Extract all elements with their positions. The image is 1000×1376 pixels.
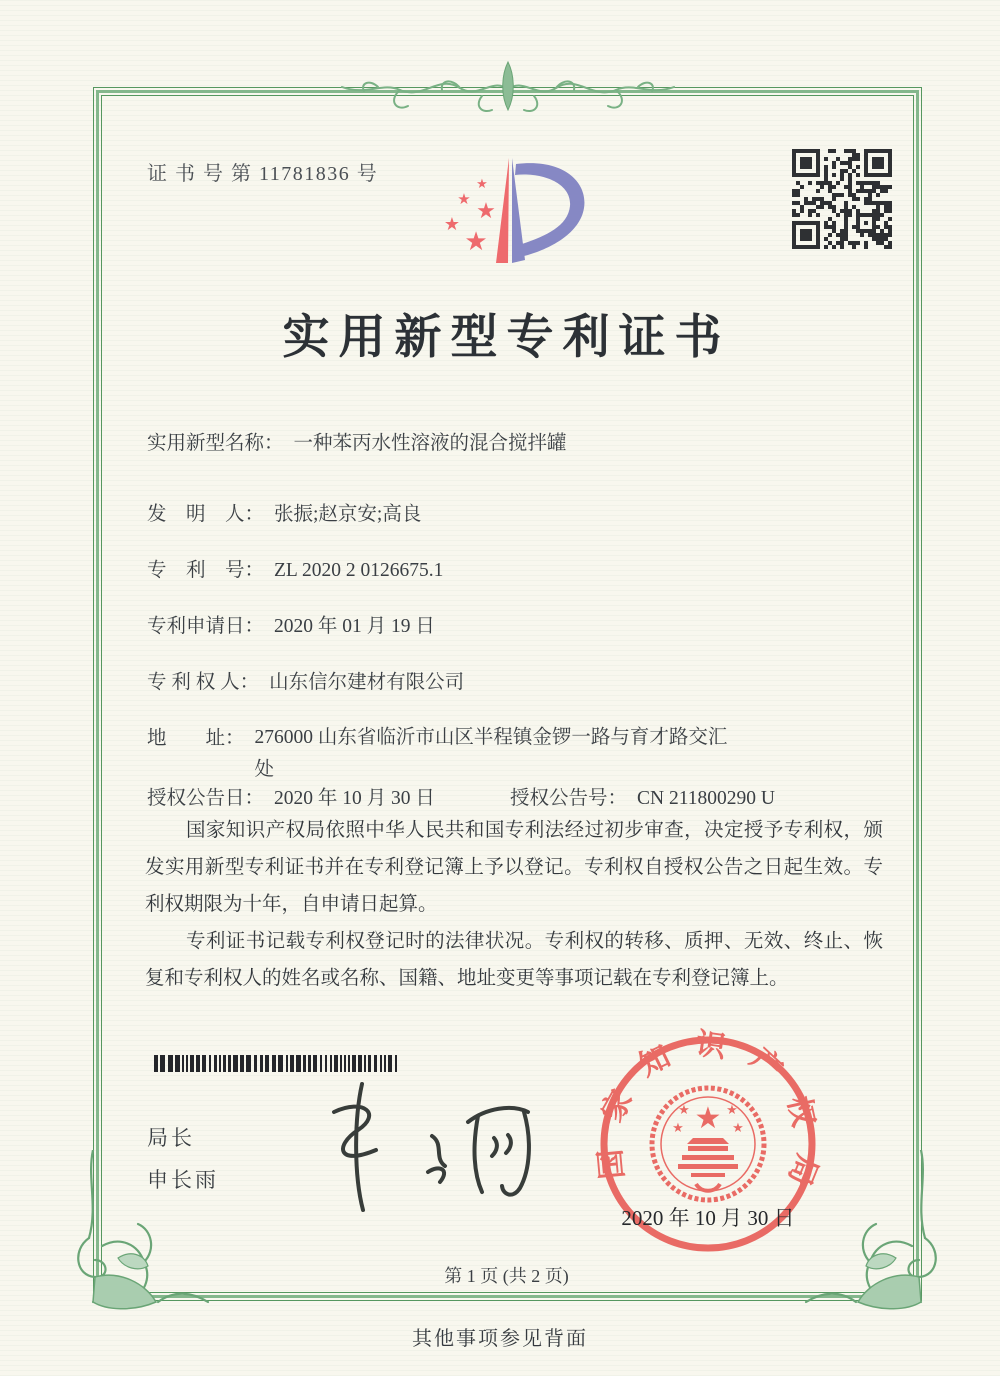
address-line-2: 处 (254, 759, 275, 780)
field-value: ZL 2020 2 0126675.1 (274, 560, 444, 581)
field-value: 张振;赵京安;高良 (274, 504, 422, 525)
field-row-name (147, 427, 567, 455)
svg-text:★: ★ (457, 192, 471, 208)
field-row-patentee (147, 666, 464, 694)
field-label: 专 利 号： (147, 560, 265, 581)
field-value (255, 722, 728, 786)
field-row-patent-no (147, 554, 443, 582)
ornament-top-icon (338, 56, 678, 125)
signer-name: 申长雨 (147, 1168, 219, 1192)
field-label: 授权公告号： (510, 788, 628, 809)
signature (282, 1078, 544, 1231)
field-row-address (147, 722, 727, 786)
svg-text:★: ★ (678, 1102, 690, 1117)
certificate-title: 实用新型专利证书 (282, 312, 731, 364)
cnipa-logo-icon (436, 128, 604, 293)
address-line-1: 276000 山东省临沂市山区半程镇金锣一路与育才路交汇 (254, 727, 728, 748)
field-label: 地 址： (147, 728, 245, 749)
field-row-filing-date (147, 610, 435, 638)
field-label: 发 明 人： (147, 504, 265, 525)
field-value: 山东信尔建材有限公司 (269, 672, 465, 693)
svg-text:★: ★ (672, 1120, 684, 1135)
svg-text:★: ★ (694, 1102, 722, 1135)
field-row-inventor (147, 498, 421, 526)
body-paragraph-2: 专利证书记载专利权登记时的法律状况。专利权的转移、质押、无效、终止、恢复和专利权人的姓名或名称、国籍、地址变更等事项记载在专利登记簿上。 (145, 931, 883, 989)
field-value: 2020 年 10 月 30 日 (274, 788, 435, 809)
barcode (154, 1055, 397, 1077)
field-label: 实用新型名称： (147, 433, 284, 454)
certificate-number: 证 书 号 第 11781836 号 (147, 163, 379, 185)
svg-text:★: ★ (476, 198, 496, 223)
svg-text:★: ★ (476, 176, 488, 191)
field-grant-no (510, 782, 775, 810)
seal-date: 2020 年 10 月 30 日 (621, 1206, 795, 1230)
field-label: 授权公告日： (147, 788, 265, 809)
svg-text:★: ★ (732, 1120, 744, 1135)
field-label: 专利申请日： (147, 616, 265, 637)
seal-text: 国家知识产权局 (592, 1027, 826, 1212)
page-indicator: 第 1 页 (共 2 页) (444, 1266, 569, 1286)
back-note: 其他事项参见背面 (412, 1328, 588, 1350)
qr-code (792, 149, 896, 253)
field-label: 专 利 权 人： (147, 672, 260, 693)
svg-text:★: ★ (443, 214, 461, 234)
svg-text:★: ★ (464, 227, 488, 256)
body-paragraph-1: 国家知识产权局依照中华人民共和国专利法经过初步审查，决定授予专利权，颁发实用新型专利证书并在专利登记簿上予以登记。专利权自授权公告之日起生效。专利权期限为十年，自申请日起算。 (145, 820, 883, 915)
svg-text:★: ★ (726, 1102, 738, 1117)
field-row-grant (147, 782, 885, 810)
field-value: 一种苯丙水性溶液的混合搅拌罐 (293, 433, 567, 454)
certificate-body (145, 812, 883, 997)
field-value: CN 211800290 U (637, 788, 775, 809)
field-value: 2020 年 01 月 19 日 (274, 616, 435, 637)
signer-role: 局长 (147, 1126, 195, 1150)
